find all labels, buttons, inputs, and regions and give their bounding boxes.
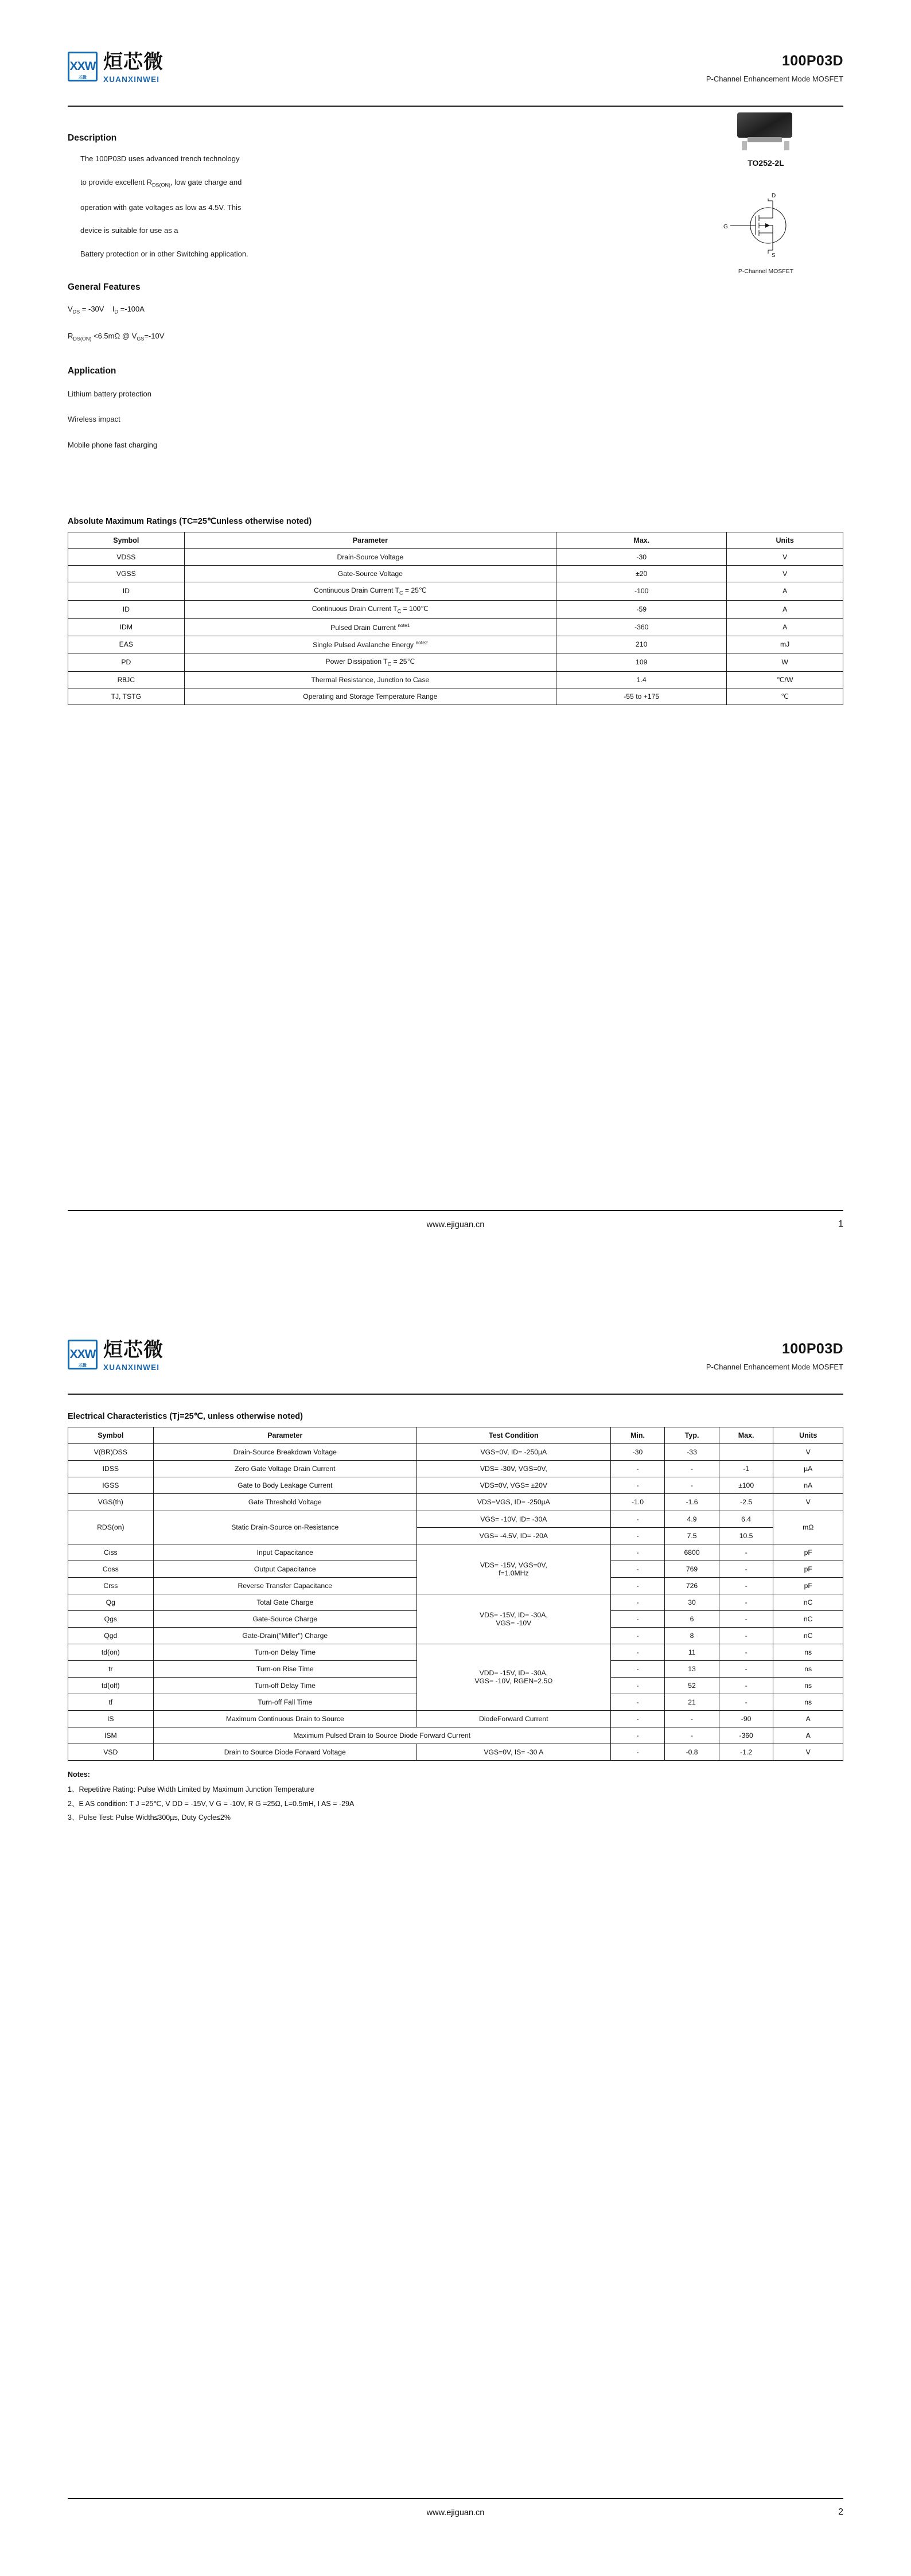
cell-min: - xyxy=(610,1561,665,1577)
cell-condition: VDD= -15V, ID= -30A, VGS= -10V, RGEN=2.5Ω xyxy=(416,1644,610,1710)
logo-mark-text: XXW xyxy=(69,1348,96,1361)
company-logo xyxy=(68,1338,163,1372)
cell-typ: 30 xyxy=(665,1594,719,1610)
cell-max: - xyxy=(719,1594,773,1610)
cell-condition: VGS= -4.5V, ID= -20A xyxy=(416,1527,610,1544)
cell-parameter: Continuous Drain Current $T_C$ = 100℃ xyxy=(184,600,556,618)
cell-symbol: IGSS xyxy=(68,1477,154,1494)
cell-typ: 11 xyxy=(665,1644,719,1660)
cell-typ: - xyxy=(665,1710,719,1727)
cell-symbol: Ciss xyxy=(68,1544,154,1561)
general-features-heading: General Features xyxy=(68,282,141,292)
page-2-content xyxy=(68,1288,843,1824)
cell-min: - xyxy=(610,1660,665,1677)
general-features-line-2: $R_{DS(ON)} <6.5m\Omega$ @ $V_{GS}=-10V$ xyxy=(68,331,165,342)
col-min: Min. xyxy=(610,1427,665,1444)
cell-max: 210 xyxy=(556,636,727,653)
cell-typ: 769 xyxy=(665,1561,719,1577)
cell-max: -30 xyxy=(556,548,727,565)
cell-condition: DiodeForward Current xyxy=(416,1710,610,1727)
cell-max xyxy=(719,1444,773,1461)
cell-min: - xyxy=(610,1627,665,1644)
cell-max: - xyxy=(719,1577,773,1594)
cell-max: 6.4 xyxy=(719,1511,773,1527)
cell-units: ns xyxy=(773,1677,843,1694)
cell-units: mΩ xyxy=(773,1511,843,1544)
description-line-5: Battery protection or in other Switching application. xyxy=(80,249,248,258)
part-description: P-Channel Enhancement Mode MOSFET xyxy=(706,75,843,83)
header-part-info xyxy=(706,53,843,83)
cell-max: ±20 xyxy=(556,565,727,582)
cell-symbol: Qgd xyxy=(68,1627,154,1644)
cell-symbol: EAS xyxy=(68,636,185,653)
logo-mark-text: XXW xyxy=(69,60,96,73)
cell-units: W xyxy=(727,653,843,671)
cell-parameter: Drain-Source Breakdown Voltage xyxy=(153,1444,416,1461)
cell-min: - xyxy=(610,1527,665,1544)
application-item-3: Mobile phone fast charging xyxy=(68,440,158,449)
cell-symbol: Crss xyxy=(68,1577,154,1594)
col-parameter: Parameter xyxy=(153,1427,416,1444)
cell-parameter: Gate-Source Voltage xyxy=(184,565,556,582)
cell-typ: 21 xyxy=(665,1694,719,1710)
col-max: Max. xyxy=(719,1427,773,1444)
cell-units: mJ xyxy=(727,636,843,653)
col-test-condition: Test Condition xyxy=(416,1427,610,1444)
cell-min: - xyxy=(610,1644,665,1660)
cell-condition: VDS=0V, VGS= ±20V xyxy=(416,1477,610,1494)
cell-units: V xyxy=(773,1444,843,1461)
table-row xyxy=(68,671,843,688)
page-2 xyxy=(0,1288,911,2576)
cell-typ: - xyxy=(665,1461,719,1477)
cell-symbol: ID xyxy=(68,582,185,601)
cell-max: - xyxy=(719,1677,773,1694)
page-title: 100P03D xyxy=(781,53,843,69)
abs-max-table-title: Absolute Maximum Ratings (TC=25℃unless otherwise noted) xyxy=(68,516,312,526)
note-item-3: 3、Pulse Test: Pulse Width≤300µs, Duty Cycle≤2% xyxy=(68,1814,231,1822)
table-row xyxy=(68,1727,843,1744)
cell-parameter: Thermal Resistance, Junction to Case xyxy=(184,671,556,688)
svg-text:S: S xyxy=(772,252,776,259)
cell-parameter: Turn-off Delay Time xyxy=(153,1677,416,1694)
cell-typ: 4.9 xyxy=(665,1511,719,1527)
cell-max: -90 xyxy=(719,1710,773,1727)
page-number: 1 xyxy=(838,1219,843,1229)
col-symbol: Symbol xyxy=(68,532,185,548)
cell-parameter: Total Gate Charge xyxy=(153,1594,416,1610)
footer-url[interactable]: www.ejiguan.cn xyxy=(426,1220,485,1229)
footer-url[interactable]: www.ejiguan.cn xyxy=(426,2508,485,2517)
application-item-2: Wireless impact xyxy=(68,415,120,424)
logo-english-name: XUANXINWEI xyxy=(103,75,160,84)
cell-symbol: VDSS xyxy=(68,548,185,565)
table-row xyxy=(68,1644,843,1660)
cell-symbol: Qg xyxy=(68,1594,154,1610)
table-row xyxy=(68,636,843,653)
cell-symbol: tf xyxy=(68,1694,154,1710)
col-units: Units xyxy=(773,1427,843,1444)
cell-min: - xyxy=(610,1594,665,1610)
symbol-caption: P-Channel MOSFET xyxy=(738,268,794,275)
cell-symbol: IS xyxy=(68,1710,154,1727)
cell-parameter: Single Pulsed Avalanche Energy $^{note2}$ xyxy=(184,636,556,653)
logo-chinese-name: 烜芯微 xyxy=(103,50,163,73)
cell-symbol: TJ, TSTG xyxy=(68,688,185,705)
cell-max: 1.4 xyxy=(556,671,727,688)
cell-units: µA xyxy=(773,1461,843,1477)
cell-units: A xyxy=(773,1727,843,1744)
cell-condition: VGS=0V, IS= -30 A xyxy=(416,1744,610,1760)
cell-min: - xyxy=(610,1477,665,1494)
cell-max: ±100 xyxy=(719,1477,773,1494)
description-heading: Description xyxy=(68,133,117,143)
table-row xyxy=(68,1494,843,1511)
cell-parameter: Gate Threshold Voltage xyxy=(153,1494,416,1511)
to252-package-icon xyxy=(731,112,800,150)
cell-units: A xyxy=(727,600,843,618)
table-row xyxy=(68,582,843,601)
cell-parameter: Maximum Continuous Drain to Source xyxy=(153,1710,416,1727)
cell-max: - xyxy=(719,1660,773,1677)
cell-symbol: VGSS xyxy=(68,565,185,582)
mosfet-symbol-icon xyxy=(708,190,823,259)
cell-max: -1.2 xyxy=(719,1744,773,1760)
page-header xyxy=(68,50,843,107)
cell-symbol: RDS(on) xyxy=(68,1511,154,1544)
cell-units: A xyxy=(727,582,843,601)
table-row xyxy=(68,1477,843,1494)
cell-typ: -0.8 xyxy=(665,1744,719,1760)
cell-parameter: Gate to Body Leakage Current xyxy=(153,1477,416,1494)
cell-min: - xyxy=(610,1744,665,1760)
cell-symbol: V(BR)DSS xyxy=(68,1444,154,1461)
package-caption: TO252-2L xyxy=(748,158,784,168)
cell-min: - xyxy=(610,1710,665,1727)
cell-parameter: Static Drain-Source on-Resistance xyxy=(153,1511,416,1544)
cell-parameter: Drain to Source Diode Forward Voltage xyxy=(153,1744,416,1760)
page-1-content xyxy=(68,0,843,705)
cell-parameter: Turn-on Rise Time xyxy=(153,1660,416,1677)
note-item-2: 2、E AS condition: T J =25℃, V DD = -15V, V G = -10V, R G =25Ω, L=0.5mH, I AS = -29A xyxy=(68,1799,355,1808)
cell-units: ns xyxy=(773,1694,843,1710)
cell-typ: 13 xyxy=(665,1660,719,1677)
cell-parameter: Turn-on Delay Time xyxy=(153,1644,416,1660)
note-item-1: 1、Repetitive Rating: Pulse Width Limited by Maximum Junction Temperature xyxy=(68,1785,314,1794)
table-header-row xyxy=(68,1427,843,1444)
cell-parameter: Maximum Pulsed Drain to Source Diode Forward Current xyxy=(153,1727,610,1744)
cell-min: - xyxy=(610,1727,665,1744)
table-row xyxy=(68,653,843,671)
table-row xyxy=(68,1744,843,1760)
cell-min: - xyxy=(610,1610,665,1627)
cell-max: - xyxy=(719,1544,773,1561)
cell-symbol: td(off) xyxy=(68,1677,154,1694)
cell-max: - xyxy=(719,1627,773,1644)
notes-block xyxy=(68,1768,843,1825)
description-line-1: The 100P03D uses advanced trench technology xyxy=(80,154,240,163)
cell-symbol: IDM xyxy=(68,618,185,636)
cell-units: pF xyxy=(773,1561,843,1577)
cell-max: -2.5 xyxy=(719,1494,773,1511)
table-row xyxy=(68,618,843,636)
cell-min: - xyxy=(610,1677,665,1694)
cell-typ: 6800 xyxy=(665,1544,719,1561)
svg-text:G: G xyxy=(723,224,728,230)
cell-max: -59 xyxy=(556,600,727,618)
abs-max-ratings-table xyxy=(68,532,843,705)
cell-max: 109 xyxy=(556,653,727,671)
cell-max: - xyxy=(719,1694,773,1710)
cell-parameter: Drain-Source Voltage xyxy=(184,548,556,565)
logo-mark-icon xyxy=(68,52,98,81)
notes-title: Notes: xyxy=(68,1770,90,1779)
logo-wordmark xyxy=(103,1338,163,1372)
col-max: Max. xyxy=(556,532,727,548)
cell-symbol: VGS(th) xyxy=(68,1494,154,1511)
cell-symbol: IDSS xyxy=(68,1461,154,1477)
table-row xyxy=(68,548,843,565)
cell-typ: 8 xyxy=(665,1627,719,1644)
col-parameter: Parameter xyxy=(184,532,556,548)
cell-symbol: td(on) xyxy=(68,1644,154,1660)
cell-symbol: Coss xyxy=(68,1561,154,1577)
cell-units: nC xyxy=(773,1610,843,1627)
cell-symbol: RθJC xyxy=(68,671,185,688)
cell-units: V xyxy=(727,565,843,582)
cell-typ: -33 xyxy=(665,1444,719,1461)
cell-max: - xyxy=(719,1561,773,1577)
cell-max: - xyxy=(719,1610,773,1627)
cell-symbol: PD xyxy=(68,653,185,671)
cell-parameter: Gate-Drain("Miller") Charge xyxy=(153,1627,416,1644)
cell-max: -55 to +175 xyxy=(556,688,727,705)
cell-condition: VDS=VGS, ID= -250µA xyxy=(416,1494,610,1511)
cell-units: ℃/W xyxy=(727,671,843,688)
cell-typ: -1.6 xyxy=(665,1494,719,1511)
cell-max: -360 xyxy=(556,618,727,636)
application-heading: Application xyxy=(68,365,116,376)
cell-parameter: Output Capacitance xyxy=(153,1561,416,1577)
col-typ: Typ. xyxy=(665,1427,719,1444)
package-illustration xyxy=(700,112,832,275)
cell-parameter: Zero Gate Voltage Drain Current xyxy=(153,1461,416,1477)
table-row xyxy=(68,600,843,618)
header-part-info xyxy=(706,1341,843,1371)
cell-condition: VDS= -15V, ID= -30A, VGS= -10V xyxy=(416,1594,610,1644)
electrical-characteristics-table xyxy=(68,1427,843,1761)
page-1-footer xyxy=(68,1210,843,1229)
page-title: 100P03D xyxy=(781,1341,843,1357)
cell-min: -1.0 xyxy=(610,1494,665,1511)
cell-units: nA xyxy=(773,1477,843,1494)
table-row xyxy=(68,688,843,705)
logo-mark-subtext: 芯微 xyxy=(79,76,87,80)
cell-typ: - xyxy=(665,1477,719,1494)
page-number: 2 xyxy=(838,2507,843,2517)
cell-max: -100 xyxy=(556,582,727,601)
cell-typ: 7.5 xyxy=(665,1527,719,1544)
cell-parameter: Continuous Drain Current $T_C$ = 25℃ xyxy=(184,582,556,601)
cell-parameter: Reverse Transfer Capacitance xyxy=(153,1577,416,1594)
cell-parameter: Turn-off Fall Time xyxy=(153,1694,416,1710)
part-description: P-Channel Enhancement Mode MOSFET xyxy=(706,1363,843,1371)
table-row xyxy=(68,1544,843,1561)
cell-typ: 726 xyxy=(665,1577,719,1594)
cell-min: - xyxy=(610,1461,665,1477)
cell-max: - xyxy=(719,1644,773,1660)
cell-units: pF xyxy=(773,1577,843,1594)
page-2-footer xyxy=(68,2498,843,2517)
cell-symbol: Qgs xyxy=(68,1610,154,1627)
cell-symbol: VSD xyxy=(68,1744,154,1760)
cell-condition: VGS=0V, ID= -250µA xyxy=(416,1444,610,1461)
cell-symbol: ID xyxy=(68,600,185,618)
table-row xyxy=(68,1511,843,1527)
cell-parameter: Input Capacitance xyxy=(153,1544,416,1561)
cell-units: pF xyxy=(773,1544,843,1561)
logo-wordmark xyxy=(103,50,163,84)
cell-min: - xyxy=(610,1577,665,1594)
cell-units: ns xyxy=(773,1660,843,1677)
cell-parameter: Operating and Storage Temperature Range xyxy=(184,688,556,705)
description-line-2: to provide excellent $R_{DS(ON)}$, low gate charge and xyxy=(80,177,242,188)
cell-min: -30 xyxy=(610,1444,665,1461)
cell-units: V xyxy=(773,1744,843,1760)
cell-units: A xyxy=(773,1710,843,1727)
mosfet-symbol xyxy=(700,190,832,275)
cell-typ: 52 xyxy=(665,1677,719,1694)
table-header-row xyxy=(68,532,843,548)
cell-units: ℃ xyxy=(727,688,843,705)
logo-mark-subtext: 芯微 xyxy=(79,1364,87,1368)
cell-units: nC xyxy=(773,1627,843,1644)
description-line-4: device is suitable for use as a xyxy=(80,226,178,235)
cell-symbol: tr xyxy=(68,1660,154,1677)
cell-min: - xyxy=(610,1511,665,1527)
col-symbol: Symbol xyxy=(68,1427,154,1444)
cell-units: nC xyxy=(773,1594,843,1610)
table-row xyxy=(68,565,843,582)
col-units: Units xyxy=(727,532,843,548)
application-item-1: Lithium battery protection xyxy=(68,389,151,398)
cell-parameter: Gate-Source Charge xyxy=(153,1610,416,1627)
cell-condition: VGS= -10V, ID= -30A xyxy=(416,1511,610,1527)
cell-units: V xyxy=(727,548,843,565)
cell-max: -1 xyxy=(719,1461,773,1477)
general-features-line-1: $V_{DS} = -30V$ $I_D =-100A$ xyxy=(68,304,145,315)
cell-max: -360 xyxy=(719,1727,773,1744)
cell-max: 10.5 xyxy=(719,1527,773,1544)
cell-condition: VDS= -15V, VGS=0V, f=1.0MHz xyxy=(416,1544,610,1594)
cell-symbol: ISM xyxy=(68,1727,154,1744)
cell-min: - xyxy=(610,1544,665,1561)
logo-mark-icon xyxy=(68,1340,98,1369)
cell-units: V xyxy=(773,1494,843,1511)
cell-units: ns xyxy=(773,1644,843,1660)
table-row xyxy=(68,1444,843,1461)
cell-condition: VDS= -30V, VGS=0V, xyxy=(416,1461,610,1477)
cell-parameter: Pulsed Drain Current $^{note1}$ xyxy=(184,618,556,636)
svg-text:D: D xyxy=(772,193,776,199)
description-line-3: operation with gate voltages as low as 4.5V. This xyxy=(80,203,242,212)
table-row xyxy=(68,1461,843,1477)
table-row xyxy=(68,1594,843,1610)
cell-typ: - xyxy=(665,1727,719,1744)
cell-parameter: Power Dissipation $T_C$ = 25℃ xyxy=(184,653,556,671)
cell-units: A xyxy=(727,618,843,636)
logo-english-name: XUANXINWEI xyxy=(103,1363,160,1372)
cell-typ: 6 xyxy=(665,1610,719,1627)
company-logo xyxy=(68,50,163,84)
elec-table-title: Electrical Characteristics (Tj=25℃, unless otherwise noted) xyxy=(68,1412,303,1421)
logo-chinese-name: 烜芯微 xyxy=(103,1338,163,1361)
table-row xyxy=(68,1710,843,1727)
page-header xyxy=(68,1338,843,1395)
cell-min: - xyxy=(610,1694,665,1710)
